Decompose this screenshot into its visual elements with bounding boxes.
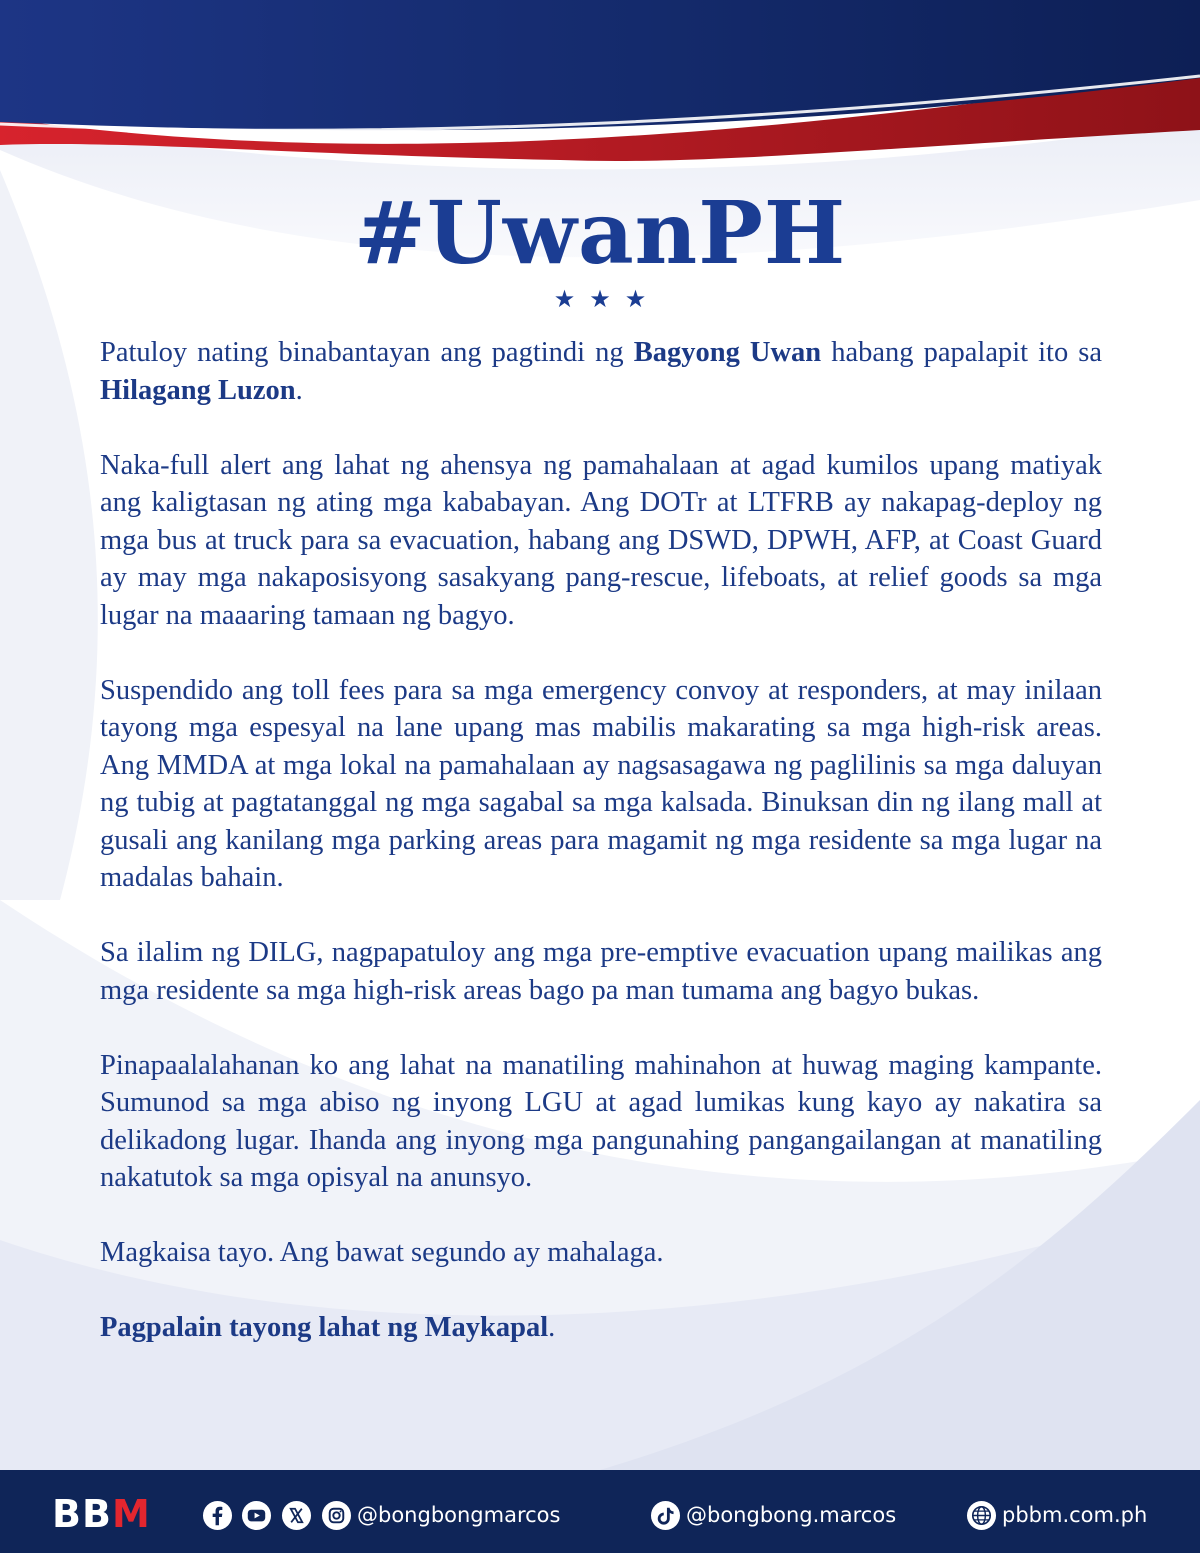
facebook-icon[interactable]: [202, 1500, 233, 1531]
paragraph-1-text-c: habang papalapit ito sa: [821, 337, 1103, 368]
x-icon[interactable]: [281, 1500, 312, 1531]
paragraph-1-text-e: .: [295, 374, 303, 406]
paragraph-3: Suspendido ang toll fees para sa mga emergency convoy at responders, at may inilaan tayong mga espesyal na lane upang mas mabilis makarating sa mga high-risk areas. Ang MMDA at mga lokal na pamahalaan ay nagsasagawa ng paglilinis sa mga daluyan ng tubig at pagtatanggal ng mga sagabal sa mga kalsada. Binuksan din ng ilang mall at gusali ang kanilang mga parking areas para magamit ng mga residente sa mga lugar na madalas bahain.: [100, 674, 1102, 893]
closing-blessing: Pagpalain tayong lahat ng Maykapal: [100, 1312, 549, 1343]
paragraph-1-text-a: Patuloy nating binabantayan ang pagtindi ng: [100, 337, 634, 368]
paragraph-4: Sa ilalim ng DILG, nagpapatuloy ang mga pre-emptive evacuation upang mailikas ang mga residente sa mga high-risk areas bago pa man tumama ang bagyo bukas.: [100, 937, 1102, 1006]
bbm-logo: [52, 1494, 151, 1534]
statement-body: [100, 334, 1102, 1384]
tiktok-icon[interactable]: [650, 1500, 681, 1531]
website-link[interactable]: pbbm.com.ph: [1002, 1503, 1148, 1527]
paragraph-5: Pinapaalalahanan ko ang lahat na manatiling mahinahon at huwag maging kampante. Sumunod sa mga abiso ng inyong LGU at agad lumikas kung kayo ay nakatira sa delikadong lugar. Ihanda ang inyong mga pangunahing pangangailangan at manatiling nakatutok sa mga opisyal na anunsyo.: [100, 1049, 1102, 1193]
logo-bb: BB: [52, 1492, 112, 1536]
paragraph-2: Naka-full alert ang lahat ng ahensya ng pamahalaan at agad kumilos upang matiyak ang kaligtasan ng ating mga kababayan. Ang DOTr at LTFRB ay nakapag-deploy ng mga bus at truck para sa evacuation, habang ang DSWD, DPWH, AFP, at Coast Guard ay may mga nakaposisyong sasakyang pang-rescue, lifeboats, at relief goods sa mga lugar na maaaring tamaan ng bagyo.: [100, 449, 1102, 631]
globe-icon[interactable]: [966, 1500, 997, 1531]
page-title: #UwanPH: [353, 183, 847, 284]
closing-period: .: [548, 1312, 556, 1343]
youtube-icon[interactable]: [241, 1500, 272, 1531]
social-handle[interactable]: @bongbongmarcos: [357, 1503, 561, 1527]
paragraph-7: [100, 1309, 1102, 1347]
tiktok-handle[interactable]: @bongbong.marcos: [686, 1503, 897, 1527]
instagram-icon[interactable]: [321, 1500, 352, 1531]
logo-m: M: [111, 1492, 151, 1536]
paragraph-1: [100, 334, 1102, 409]
paragraph-6: Magkaisa tayo. Ang bawat segundo ay mahalaga.: [100, 1237, 664, 1268]
paragraph-1-bold-storm: Bagyong Uwan: [633, 337, 822, 368]
star-divider: ★★★: [553, 285, 661, 313]
footer-bar: [0, 1470, 1200, 1553]
paragraph-1-bold-region: Hilagang Luzon: [100, 374, 296, 406]
